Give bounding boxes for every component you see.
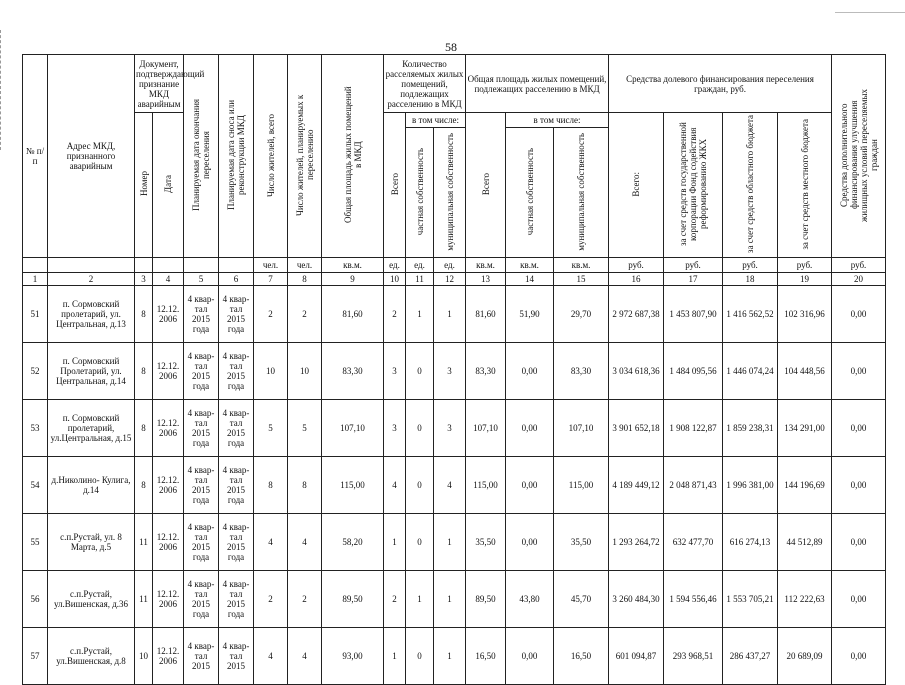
doc-number-cell: 10 bbox=[135, 628, 153, 685]
header-num: № п/п bbox=[23, 55, 48, 258]
funds-local-cell: 104 448,56 bbox=[778, 343, 832, 400]
row-number: 55 bbox=[23, 514, 48, 571]
funds-regional-cell: 1 553 705,21 bbox=[723, 571, 778, 628]
planned-end-cell: 4 квар- тал 2015 года bbox=[184, 343, 219, 400]
unit-cell: кв.м. bbox=[466, 258, 506, 273]
residents-total-cell: 2 bbox=[254, 571, 288, 628]
funds-fund-cell: 1 908 122,87 bbox=[664, 400, 723, 457]
unit-cell: руб. bbox=[723, 258, 778, 273]
area-municipal-cell: 115,00 bbox=[554, 457, 609, 514]
doc-date-cell: 12.12. 2006 bbox=[153, 514, 184, 571]
area-total-cell: 35,50 bbox=[466, 514, 506, 571]
funds-total-cell: 601 094,87 bbox=[609, 628, 664, 685]
area-total-cell: 81,60 bbox=[466, 286, 506, 343]
funds-fund-cell: 1 594 556,46 bbox=[664, 571, 723, 628]
extra-funds-cell: 0,00 bbox=[832, 400, 886, 457]
total-area-cell: 83,30 bbox=[322, 343, 384, 400]
extra-funds-cell: 0,00 bbox=[832, 343, 886, 400]
rooms-private-cell: 0 bbox=[406, 628, 434, 685]
rooms-municipal-cell: 3 bbox=[434, 400, 466, 457]
table-row bbox=[23, 457, 886, 514]
unit-cell: руб. bbox=[664, 258, 723, 273]
unit-cell: руб. bbox=[778, 258, 832, 273]
area-private-cell: 0,00 bbox=[506, 457, 554, 514]
residents-planned-cell: 10 bbox=[288, 343, 322, 400]
header-document: Документ, подтверждающий признание МКД аварийным bbox=[135, 55, 184, 113]
extra-funds-cell: 0,00 bbox=[832, 514, 886, 571]
header-total-area: Общая площадь жилых помещений в МКД bbox=[322, 55, 384, 258]
doc-date-cell: 12.12. 2006 bbox=[153, 628, 184, 685]
funds-regional-cell: 1 446 074,24 bbox=[723, 343, 778, 400]
column-index-cell: 18 bbox=[723, 273, 778, 286]
residents-total-cell: 5 bbox=[254, 400, 288, 457]
residents-total-cell: 4 bbox=[254, 628, 288, 685]
rooms-total-cell: 1 bbox=[384, 628, 406, 685]
extra-funds-cell: 0,00 bbox=[832, 286, 886, 343]
funds-fund-cell: 2 048 871,43 bbox=[664, 457, 723, 514]
residents-planned-cell: 2 bbox=[288, 571, 322, 628]
area-private-cell: 0,00 bbox=[506, 343, 554, 400]
header-area-total: Всего bbox=[466, 113, 506, 258]
row-number: 51 bbox=[23, 286, 48, 343]
total-area-cell: 81,60 bbox=[322, 286, 384, 343]
row-number: 54 bbox=[23, 457, 48, 514]
area-total-cell: 107,10 bbox=[466, 400, 506, 457]
address-cell: п. Сормовский пролетарий, ул.Центральная, д.15 bbox=[48, 400, 135, 457]
planned-end-cell: 4 квар- тал 2015 года bbox=[184, 286, 219, 343]
funds-total-cell: 2 972 687,38 bbox=[609, 286, 664, 343]
residents-total-cell: 4 bbox=[254, 514, 288, 571]
funds-regional-cell: 1 416 562,52 bbox=[723, 286, 778, 343]
rooms-municipal-cell: 4 bbox=[434, 457, 466, 514]
column-index-cell: 4 bbox=[153, 273, 184, 286]
planned-demolish-cell: 4 квар- тал 2015 года bbox=[219, 400, 254, 457]
extra-funds-cell: 0,00 bbox=[832, 571, 886, 628]
column-index-row bbox=[23, 273, 886, 286]
rooms-private-cell: 0 bbox=[406, 457, 434, 514]
column-index-cell: 11 bbox=[406, 273, 434, 286]
address-cell: с.п.Рустай, ул.Вишенская, д.8 bbox=[48, 628, 135, 685]
funds-total-cell: 3 260 484,30 bbox=[609, 571, 664, 628]
total-area-cell: 89,50 bbox=[322, 571, 384, 628]
funds-local-cell: 112 222,63 bbox=[778, 571, 832, 628]
table-row bbox=[23, 400, 886, 457]
unit-cell: ед. bbox=[406, 258, 434, 273]
residents-planned-cell: 4 bbox=[288, 628, 322, 685]
header-funds-local: за счет средств местного бюджета bbox=[778, 113, 832, 258]
column-index-cell: 8 bbox=[288, 273, 322, 286]
column-index-cell: 10 bbox=[384, 273, 406, 286]
column-index-cell: 17 bbox=[664, 273, 723, 286]
rooms-municipal-cell: 1 bbox=[434, 628, 466, 685]
area-municipal-cell: 29,70 bbox=[554, 286, 609, 343]
column-index-cell: 12 bbox=[434, 273, 466, 286]
column-index-cell: 2 bbox=[48, 273, 135, 286]
area-total-cell: 115,00 bbox=[466, 457, 506, 514]
area-private-cell: 43,80 bbox=[506, 571, 554, 628]
header-doc-number: Номер bbox=[135, 113, 153, 258]
rooms-municipal-cell: 1 bbox=[434, 286, 466, 343]
planned-end-cell: 4 квар- тал 2015 bbox=[184, 628, 219, 685]
rooms-private-cell: 1 bbox=[406, 571, 434, 628]
units-row bbox=[23, 258, 886, 273]
residents-planned-cell: 5 bbox=[288, 400, 322, 457]
address-cell: д.Николино- Кулига, д.14 bbox=[48, 457, 135, 514]
column-index-cell: 6 bbox=[219, 273, 254, 286]
total-area-cell: 93,00 bbox=[322, 628, 384, 685]
area-private-cell: 0,00 bbox=[506, 514, 554, 571]
planned-demolish-cell: 4 квар- тал 2015 года bbox=[219, 457, 254, 514]
residents-planned-cell: 8 bbox=[288, 457, 322, 514]
column-index-cell: 3 bbox=[135, 273, 153, 286]
unit-cell: чел. bbox=[288, 258, 322, 273]
header-area-municipal: муниципальная собственность bbox=[554, 128, 609, 258]
planned-demolish-cell: 4 квар- тал 2015 года bbox=[219, 286, 254, 343]
column-index-cell: 13 bbox=[466, 273, 506, 286]
rooms-total-cell: 2 bbox=[384, 286, 406, 343]
funds-total-cell: 4 189 449,12 bbox=[609, 457, 664, 514]
header-rooms-count: Количество расселяемых жилых помещений, подлежащих расселению в МКД bbox=[384, 55, 466, 113]
table-row bbox=[23, 514, 886, 571]
funds-fund-cell: 1 453 807,90 bbox=[664, 286, 723, 343]
row-number: 57 bbox=[23, 628, 48, 685]
area-total-cell: 89,50 bbox=[466, 571, 506, 628]
header-planned-end: Планируемая дата окончания переселения bbox=[184, 55, 219, 258]
area-total-cell: 83,30 bbox=[466, 343, 506, 400]
area-municipal-cell: 45,70 bbox=[554, 571, 609, 628]
funds-fund-cell: 293 968,51 bbox=[664, 628, 723, 685]
funds-local-cell: 44 512,89 bbox=[778, 514, 832, 571]
rooms-total-cell: 3 bbox=[384, 343, 406, 400]
funds-regional-cell: 1 859 238,31 bbox=[723, 400, 778, 457]
header-planned-demolish: Планируемая дата сноса или реконструкции МКД bbox=[219, 55, 254, 258]
planned-demolish-cell: 4 квар- тал 2015 года bbox=[219, 571, 254, 628]
rooms-private-cell: 0 bbox=[406, 514, 434, 571]
planned-end-cell: 4 квар- тал 2015 года bbox=[184, 571, 219, 628]
residents-total-cell: 10 bbox=[254, 343, 288, 400]
doc-number-cell: 11 bbox=[135, 571, 153, 628]
funds-local-cell: 102 316,96 bbox=[778, 286, 832, 343]
column-index-cell: 5 bbox=[184, 273, 219, 286]
rooms-municipal-cell: 1 bbox=[434, 571, 466, 628]
area-private-cell: 0,00 bbox=[506, 400, 554, 457]
doc-date-cell: 12.12. 2006 bbox=[153, 571, 184, 628]
rooms-total-cell: 1 bbox=[384, 514, 406, 571]
planned-demolish-cell: 4 квар- тал 2015 bbox=[219, 628, 254, 685]
total-area-cell: 58,20 bbox=[322, 514, 384, 571]
header-residents-planned: Число жителей, планируемых к переселению bbox=[288, 55, 322, 258]
header-rooms-in-that: в том числе: bbox=[406, 113, 466, 128]
total-area-cell: 115,00 bbox=[322, 457, 384, 514]
row-number: 56 bbox=[23, 571, 48, 628]
funds-local-cell: 134 291,00 bbox=[778, 400, 832, 457]
column-index-cell: 16 bbox=[609, 273, 664, 286]
unit-cell: руб. bbox=[832, 258, 886, 273]
header-municipal-own: муниципальная собственность bbox=[434, 128, 466, 258]
rooms-total-cell: 3 bbox=[384, 400, 406, 457]
column-index-cell: 7 bbox=[254, 273, 288, 286]
header-residents-total: Число жителей, всего bbox=[254, 55, 288, 258]
residents-total-cell: 2 bbox=[254, 286, 288, 343]
rooms-private-cell: 1 bbox=[406, 286, 434, 343]
area-municipal-cell: 35,50 bbox=[554, 514, 609, 571]
funds-regional-cell: 286 437,27 bbox=[723, 628, 778, 685]
scan-left-marks bbox=[0, 30, 4, 150]
column-index-cell: 9 bbox=[322, 273, 384, 286]
table-row bbox=[23, 571, 886, 628]
doc-date-cell: 12.12. 2006 bbox=[153, 400, 184, 457]
unit-cell: ед. bbox=[384, 258, 406, 273]
address-cell: п. Сормовский Пролетарий, ул. Центральная, д.14 bbox=[48, 343, 135, 400]
funds-fund-cell: 632 477,70 bbox=[664, 514, 723, 571]
extra-funds-cell: 0,00 bbox=[832, 457, 886, 514]
unit-cell: руб. bbox=[609, 258, 664, 273]
unit-cell: кв.м. bbox=[322, 258, 384, 273]
header-area-private: частная собственность bbox=[506, 128, 554, 258]
address-cell: с.п.Рустай, ул. 8 Марта, д.5 bbox=[48, 514, 135, 571]
doc-date-cell: 12.12. 2006 bbox=[153, 343, 184, 400]
header-area-group: Общая площадь жилых помещений, подлежащих расселению в МКД bbox=[466, 55, 609, 113]
table-body bbox=[23, 286, 886, 685]
area-total-cell: 16,50 bbox=[466, 628, 506, 685]
column-index-cell: 19 bbox=[778, 273, 832, 286]
funds-total-cell: 3 901 652,18 bbox=[609, 400, 664, 457]
rooms-total-cell: 2 bbox=[384, 571, 406, 628]
planned-end-cell: 4 квар- тал 2015 года bbox=[184, 457, 219, 514]
unit-cell: чел. bbox=[254, 258, 288, 273]
column-index-cell: 15 bbox=[554, 273, 609, 286]
row-number: 52 bbox=[23, 343, 48, 400]
funds-regional-cell: 1 996 381,00 bbox=[723, 457, 778, 514]
funds-local-cell: 144 196,69 bbox=[778, 457, 832, 514]
column-index-cell: 1 bbox=[23, 273, 48, 286]
rooms-municipal-cell: 3 bbox=[434, 343, 466, 400]
residents-planned-cell: 4 bbox=[288, 514, 322, 571]
header-funds-fund: за счет средств государственной корпорации Фонд содействия реформированию ЖКХ bbox=[664, 113, 723, 258]
table-row bbox=[23, 343, 886, 400]
doc-number-cell: 8 bbox=[135, 286, 153, 343]
planned-demolish-cell: 4 квар- тал 2015 года bbox=[219, 343, 254, 400]
column-index-cell: 14 bbox=[506, 273, 554, 286]
doc-number-cell: 8 bbox=[135, 343, 153, 400]
header-extra-funds: Средства дополнительного финансирования улучшения жилищных условий переселяемых граждан bbox=[832, 55, 886, 258]
planned-demolish-cell: 4 квар- тал 2015 года bbox=[219, 514, 254, 571]
doc-date-cell: 12.12. 2006 bbox=[153, 457, 184, 514]
residents-total-cell: 8 bbox=[254, 457, 288, 514]
residents-planned-cell: 2 bbox=[288, 286, 322, 343]
doc-number-cell: 11 bbox=[135, 514, 153, 571]
header-funds-total: Всего: bbox=[609, 113, 664, 258]
row-number: 53 bbox=[23, 400, 48, 457]
funds-local-cell: 20 689,09 bbox=[778, 628, 832, 685]
planned-end-cell: 4 квар- тал 2015 года bbox=[184, 400, 219, 457]
header-funds-regional: за счет средств областного бюджета bbox=[723, 113, 778, 258]
area-private-cell: 51,90 bbox=[506, 286, 554, 343]
column-index-cell: 20 bbox=[832, 273, 886, 286]
area-municipal-cell: 107,10 bbox=[554, 400, 609, 457]
address-cell: с.п.Рустай, ул.Вишенская, д.36 bbox=[48, 571, 135, 628]
header-address: Адрес МКД, признанного аварийным bbox=[48, 55, 135, 258]
header-funds-group: Средства долевого финансирования переселения граждан, руб. bbox=[609, 55, 832, 113]
area-municipal-cell: 83,30 bbox=[554, 343, 609, 400]
rooms-private-cell: 0 bbox=[406, 343, 434, 400]
rooms-total-cell: 4 bbox=[384, 457, 406, 514]
header-rooms-total: Всего bbox=[384, 113, 406, 258]
doc-number-cell: 8 bbox=[135, 400, 153, 457]
funds-fund-cell: 1 484 095,56 bbox=[664, 343, 723, 400]
unit-cell: кв.м. bbox=[554, 258, 609, 273]
funds-regional-cell: 616 274,13 bbox=[723, 514, 778, 571]
total-area-cell: 107,10 bbox=[322, 400, 384, 457]
address-cell: п. Сормовский пролетарий, ул. Центральная, д.13 bbox=[48, 286, 135, 343]
header-private-own: частная собственность bbox=[406, 128, 434, 258]
planned-end-cell: 4 квар- тал 2015 года bbox=[184, 514, 219, 571]
rooms-municipal-cell: 1 bbox=[434, 514, 466, 571]
header-area-in-that: в том числе: bbox=[506, 113, 609, 128]
area-private-cell: 0,00 bbox=[506, 628, 554, 685]
table-row bbox=[23, 286, 886, 343]
scan-corner-lines bbox=[835, 0, 905, 13]
table-row bbox=[23, 628, 886, 685]
unit-cell: ед. bbox=[434, 258, 466, 273]
header-doc-date: Дата bbox=[153, 113, 184, 258]
funds-total-cell: 1 293 264,72 bbox=[609, 514, 664, 571]
resettlement-register-table bbox=[22, 54, 886, 685]
doc-number-cell: 8 bbox=[135, 457, 153, 514]
unit-cell: кв.м. bbox=[506, 258, 554, 273]
page-number: 58 bbox=[445, 40, 457, 54]
extra-funds-cell: 0,00 bbox=[832, 628, 886, 685]
rooms-private-cell: 0 bbox=[406, 400, 434, 457]
funds-total-cell: 3 034 618,36 bbox=[609, 343, 664, 400]
area-municipal-cell: 16,50 bbox=[554, 628, 609, 685]
doc-date-cell: 12.12. 2006 bbox=[153, 286, 184, 343]
